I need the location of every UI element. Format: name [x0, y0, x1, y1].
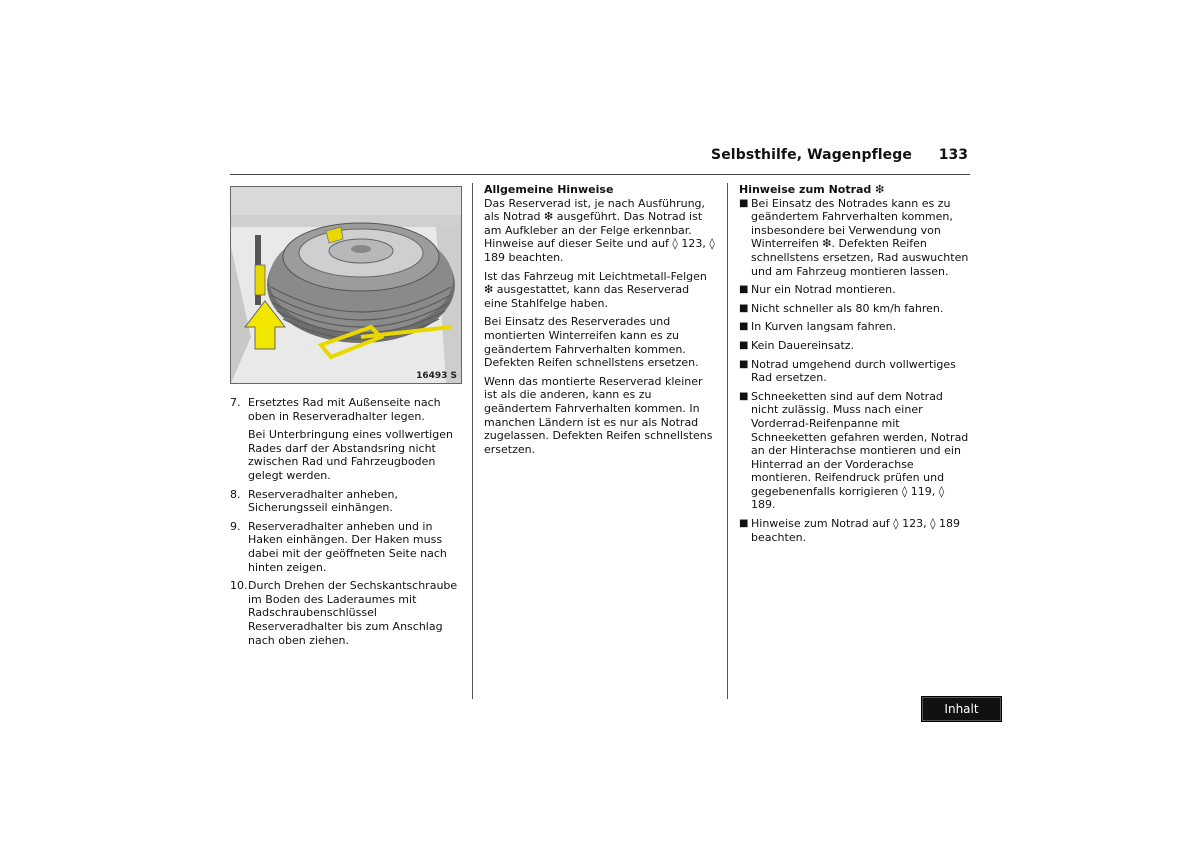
figure-number: 16493 S	[416, 371, 457, 381]
emergency-wheel-heading: Hinweise zum Notrad ❇	[739, 183, 885, 196]
bullet-square-icon: ■	[739, 284, 749, 296]
general-notes-heading: Allgemeine Hinweise	[484, 183, 614, 196]
emergency-wheel-column	[739, 183, 971, 549]
list-item: ■ Nicht schneller als 80 km/h fahren.	[739, 301, 944, 315]
procedure-steps	[230, 396, 462, 647]
list-item	[230, 520, 462, 574]
step-number: 7.	[230, 396, 241, 409]
paragraph: Wenn das montierte Reserverad kleiner ist als die anderen, kann es zu geändertem Fahrverhalten kommen. In manchen Ländern ist es nur als Notrad zugelassen. Defekten Reifen schnellstens ersetzen.	[484, 374, 713, 456]
column-divider	[727, 183, 728, 699]
bullet-square-icon: ■	[739, 358, 749, 370]
spare-wheel-drawing	[231, 187, 461, 383]
paragraph: Ist das Fahrzeug mit Leichtmetall-Felgen ❇ ausgestattet, kann das Reserverad eine Stahlfelge haben.	[484, 269, 707, 310]
column-divider	[472, 183, 473, 699]
page-header	[230, 144, 970, 175]
list-item	[230, 579, 462, 647]
step-number: 8.	[230, 487, 241, 501]
step-number: 10.	[230, 579, 248, 593]
page-number: 133	[938, 147, 968, 163]
emergency-wheel-list	[739, 197, 971, 545]
list-item: ■ Notrad umgehend durch vollwertiges Rad ersetzen.	[739, 357, 956, 385]
paragraph: Bei Einsatz des Reserverades und montierten Winterreifen kann es zu geändertem Fahrverhalten kommen. Defekten Reifen schnellstens ersetzen.	[484, 315, 699, 370]
list-item	[230, 488, 462, 515]
bullet-square-icon: ■	[739, 518, 749, 530]
contents-button[interactable]: Inhalt	[921, 696, 1002, 722]
general-notes-column	[484, 183, 716, 461]
step-text: Reserveradhalter anheben, Sicherungsseil einhängen.	[248, 487, 398, 515]
list-item: ■ Kein Dauereinsatz.	[739, 338, 855, 352]
list-item: ■ Bei Einsatz des Notrades kann es zu geändertem Fahrverhalten kommen, insbesondere bei Verwendung von Winterreifen ❇. Defekten Reifen schnellstens ersetzen, Rad auswuchten und am Fahrzeug montieren lassen.	[739, 196, 969, 278]
step-number: 9.	[230, 519, 241, 533]
list-item: ■ Hinweise zum Notrad auf ◊ 123, ◊ 189 beachten.	[739, 517, 961, 544]
section-title: Selbsthilfe, Wagenpflege	[711, 147, 912, 163]
list-item: ■ In Kurven langsam fahren.	[739, 320, 897, 334]
paragraph: Das Reserverad ist, je nach Ausführung, als Notrad ❇ ausgeführt. Das Notrad ist am Aufkleber an der Felge erkennbar. Hinweise auf dieser Seite und auf ◊ 123, ◊ 189 beachten.	[484, 196, 715, 264]
list-item: ■ Nur ein Notrad montieren.	[739, 283, 896, 297]
step-text: Ersetztes Rad mit Außenseite nach oben in Reserveradhalter legen.	[248, 396, 441, 423]
spare-wheel-illustration	[230, 186, 462, 384]
bullet-square-icon: ■	[739, 197, 749, 209]
bullet-square-icon: ■	[739, 339, 749, 351]
list-item: ■ Schneeketten sind auf dem Notrad nicht zulässig. Muss nach einer Vorderrad-Reifenpanne mit Schneeketten gefahren werden, Notrad an der Hinterachse montieren und ein Hinterrad an der Vorderachse montieren. Reifendruck prüfen und gegebenenfalls korrigieren ◊ 119, ◊ 189.	[739, 389, 969, 512]
bullet-square-icon: ■	[739, 302, 749, 314]
step-text: Reserveradhalter anheben und in Haken einhängen. Der Haken muss dabei mit der geöffneten Seite nach hinten zeigen.	[248, 519, 447, 574]
bullet-square-icon: ■	[739, 390, 749, 402]
step-text: Durch Drehen der Sechskantschraube im Boden des Laderaumes mit Radschraubenschlüssel Reserveradhalter bis zum Anschlag nach oben ziehen.	[248, 579, 458, 647]
steps-column	[230, 396, 462, 652]
bullet-square-icon: ■	[739, 321, 749, 333]
step-note: Bei Unterbringung eines vollwertigen Rades darf der Abstandsring nicht zwischen Rad und Fahrzeugboden gelegt werden.	[248, 428, 453, 482]
list-item	[230, 396, 462, 483]
